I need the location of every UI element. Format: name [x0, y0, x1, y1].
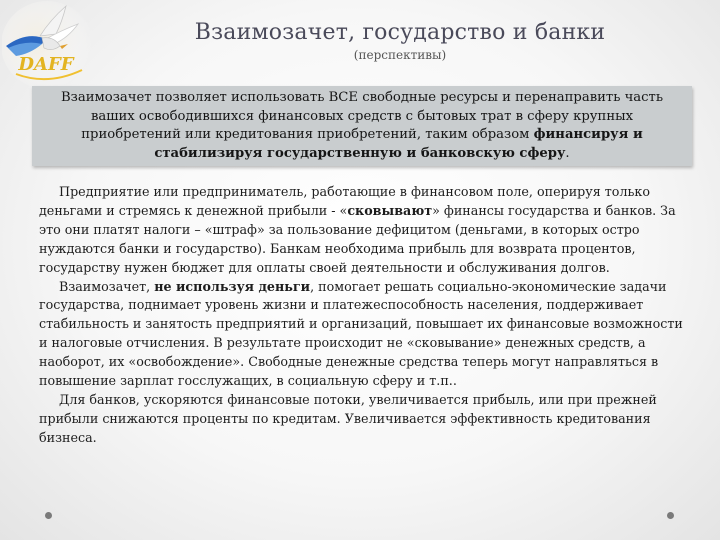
logo-lettering: DAFF	[18, 54, 74, 75]
paragraph-enterprise	[39, 183, 689, 278]
bullet-dot-left	[45, 512, 52, 519]
highlight-text-part1: Взаимозачет позволяет использовать ВСЕ свободные ресурсы и перенаправить часть ваших освободившихся финансовых средств с бытовых трат в сферу крупных приобретений или кредитования приобретений, таким образом	[60, 90, 664, 142]
highlight-text-bold: финансируя и стабилизируя государственную и банковскую сферу	[154, 127, 643, 161]
highlight-box	[32, 86, 692, 166]
page-title: Взаимозачет, государство и банки	[194, 20, 606, 45]
paragraph-offset	[39, 278, 689, 391]
highlight-text-end: .	[565, 145, 570, 161]
paragraph-enterprise-part2: » финансы государства и банков. За это они платят налоги – «штраф» за пользование дефицитом (деньгами, в которых остро нуждаются банки и государство). Банкам необходима прибыль для возврата процентов, государству нужен бюджет для оплаты своей деятельности и обслуживания долгов.	[39, 202, 676, 275]
page-subtitle: (перспективы)	[353, 48, 447, 62]
highlight-text	[32, 86, 692, 163]
paragraph-banks: Для банков, ускоряются финансовые потоки, увеличивается прибыль, или при прежней прибыли снижаются проценты по кредитам. Увеличивается эффективность кредитования бизнеса.	[39, 391, 657, 445]
body-text	[39, 183, 689, 448]
paragraph-enterprise-part1: Предприятие или предприниматель, работающие в финансовом поле, оперируя только деньгами и стремясь к денежной прибыли - «	[39, 184, 650, 218]
bird-logo-icon	[2, 0, 100, 95]
paragraph-offset-bold: не используя деньги	[154, 278, 311, 294]
bullet-dot-right	[667, 512, 674, 519]
paragraph-offset-part1: Взаимозачет,	[59, 278, 155, 294]
paragraph-offset-part2: , помогает решать социально-экономические задачи государства, поднимает уровень жизни и платежеспособность населения, поддерживает стабильность и занятость предприятий и организаций, повышает их финансовые возможности и налоговые отчисления. В результате происходит не «сковывание» денежных средств, а наоборот, их «освобождение». Свободные денежные средства теперь могут направляться в повышение зарплат госслужащих, в социальную сферу и т.п..	[39, 278, 683, 389]
paragraph-enterprise-bold: сковывают	[347, 202, 433, 218]
